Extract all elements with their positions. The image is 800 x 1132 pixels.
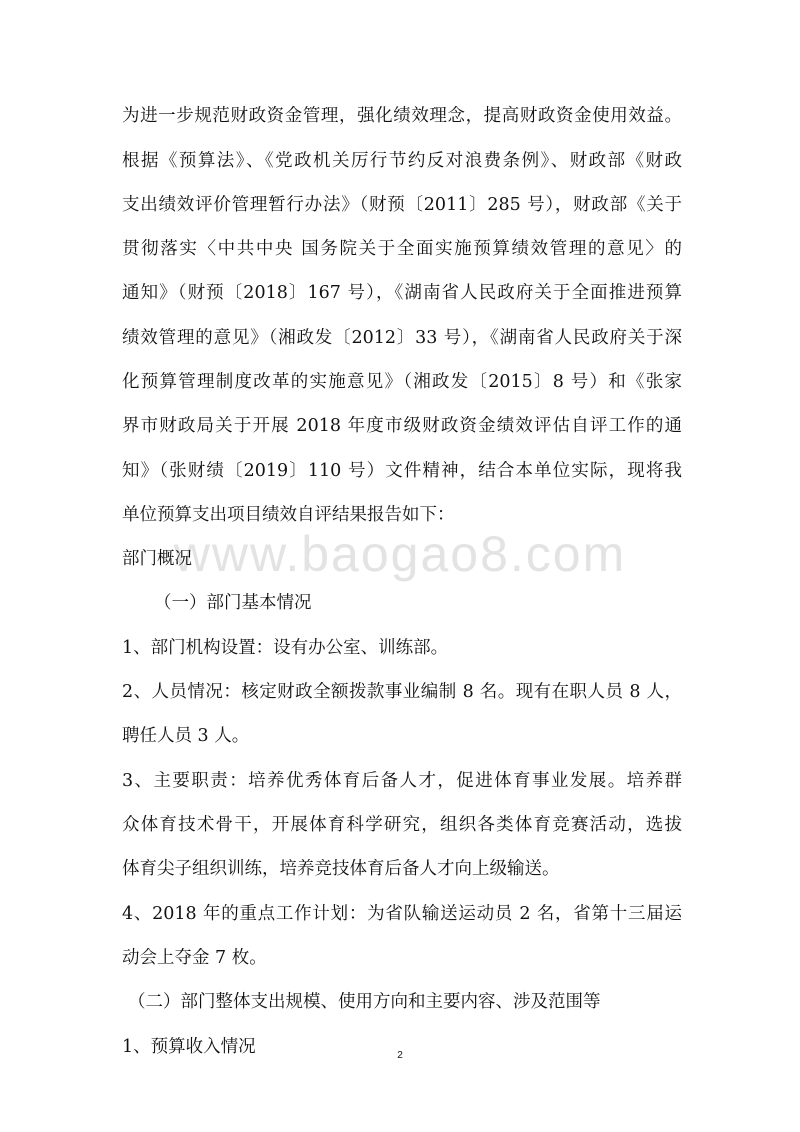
text-line: 体育尖子组织训练，培养竞技体育后备人才向上级输送。 [122,859,560,879]
text-line: 知》（张财绩〔2019〕110 号）文件精神，结合本单位实际，现将我 [122,461,682,481]
watermark: www.baogao8.com [173,526,627,582]
text-line: 聘任人员 3 人。 [122,726,250,746]
text-line: 单位预算支出项目绩效自评结果报告如下： [122,505,455,525]
text-line: 4、2018 年的重点工作计划：为省队输送运动员 2 名，省第十三届运 [122,904,682,924]
text-line: 通知》（财预〔2018〕167 号），《湖南省人民政府关于全面推进预算 [122,283,682,303]
text-line: 动会上夺金 7 枚。 [122,948,267,968]
text-line: 为进一步规范财政资金管理，强化绩效理念，提高财政资金使用效益。 [122,106,682,126]
subsection-heading: （一）部门基本情况 [154,593,312,613]
text-line: 1、预算收入情况 [122,1037,256,1057]
subsection-heading: （二）部门整体支出规模、使用方向和主要内容、涉及范围等 [128,992,601,1012]
text-line: 2、人员情况：核定财政全额拨款事业编制 8 名。现有在职人员 8 人， [122,682,682,702]
page-number: 2 [397,1050,403,1061]
text-line: 界市财政局关于开展 2018 年度市级财政资金绩效评估自评工作的通 [122,416,682,436]
text-line: 根据《预算法》、《党政机关厉行节约反对浪费条例》、财政部《财政 [122,151,682,171]
text-line: 化预算管理制度改革的实施意见》（湘政发〔2015〕8 号）和《张家 [122,372,682,392]
text-line: 绩效管理的意见》（湘政发〔2012〕33 号），《湖南省人民政府关于深 [122,328,682,348]
text-line: 支出绩效评价管理暂行办法》（财预〔2011〕285 号），财政部《关于 [122,195,682,215]
text-line: 贯彻落实〈中共中央 国务院关于全面实施预算绩效管理的意见〉的 [122,239,682,259]
text-line: 众体育技术骨干，开展体育科学研究，组织各类体育竞赛活动，选拔 [122,815,682,835]
section-heading: 部门概况 [122,549,192,569]
text-line: 1、部门机构设置：设有办公室、训练部。 [122,638,449,658]
text-line: 3、主要职责：培养优秀体育后备人才，促进体育事业发展。培养群 [122,771,682,791]
